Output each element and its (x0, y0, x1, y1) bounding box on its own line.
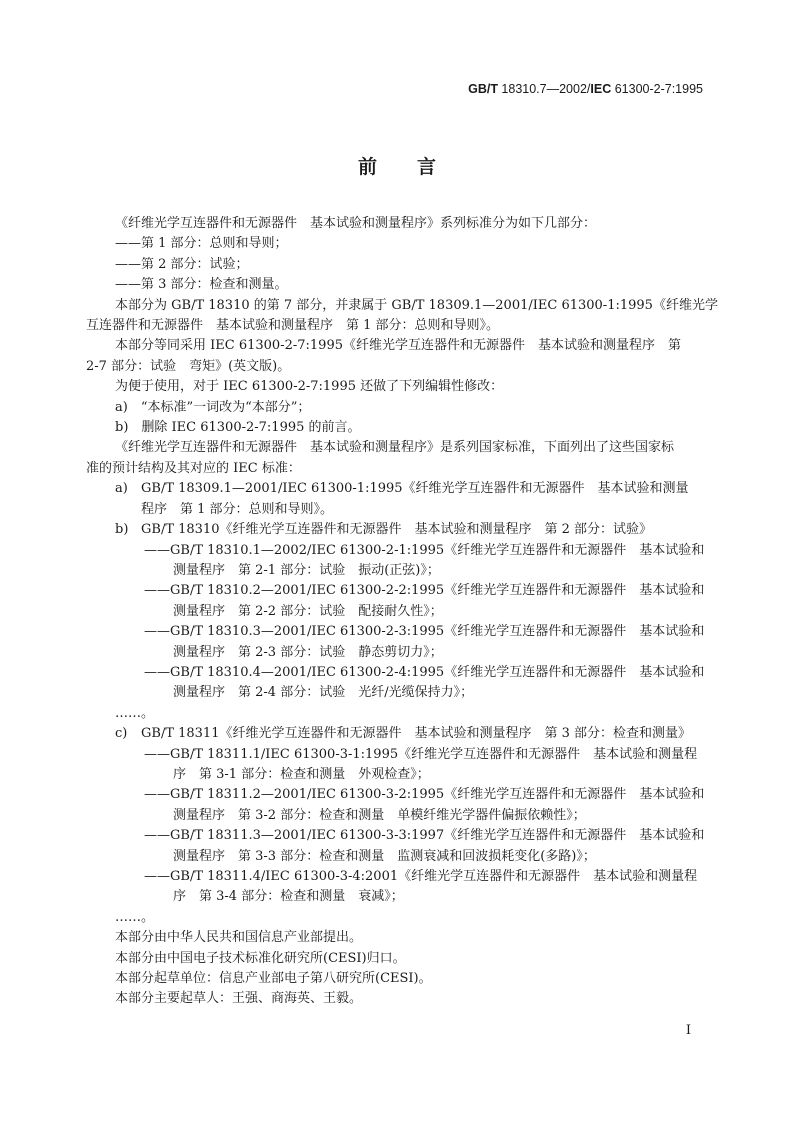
list-item (115, 479, 707, 499)
list-label: c) (115, 726, 128, 742)
paragraph: 本部分为 GB/T 18310 的第 7 部分，并隶属于 GB/T 18309.1—2001/IEC 61300-1:1995《纤维光学 (115, 297, 718, 313)
sub-list-item-continuation: 测量程序 第 3-3 部分：检查和测量 监测衰减和回波损耗变化(多路)》； (173, 848, 596, 864)
paragraph: 本部分主要起草人：王强、商海英、王毅。 (115, 991, 363, 1007)
paragraph: 本部分由中华人民共和国信息产业部提出。 (115, 930, 363, 946)
list-item (115, 520, 707, 540)
sub-list-item-continuation: 测量程序 第 3-2 部分：检查和测量 单模纤维光学器件偏振依赖性》； (173, 807, 586, 823)
paragraph: 《纤维光学互连器件和无源器件 基本试验和测量程序》系列标准分为如下几部分： (115, 216, 597, 231)
page-number: I (685, 1023, 691, 1038)
list-item: a) “本标准”一词改为“本部分”； (115, 399, 311, 415)
list-item: ——第 1 部分：总则和导则； (115, 236, 288, 252)
paragraph: 《纤维光学互连器件和无源器件 基本试验和测量程序》是系列国家标准，下面列出了这些国家标 (115, 440, 675, 456)
list-item (115, 724, 707, 744)
list-label: a) (115, 481, 128, 497)
sub-list-item: ——GB/T 18311.4/IEC 61300-3-4:2001《纤维光学互连器件和无源器件 基本试验和测量程 (144, 869, 698, 884)
paragraph: 本部分等同采用 IEC 61300-2-7:1995《纤维光学互连器件和无源器件 基本试验和测量程序 第 (115, 338, 681, 354)
sub-list-item: ——GB/T 18310.3—2001/IEC 61300-2-3:1995《纤维光学互连器件和无源器件 基本试验和 (144, 624, 705, 640)
list-item: ——第 2 部分：试验； (115, 256, 249, 272)
list-item-text: GB/T 18311《纤维光学互连器件和无源器件 基本试验和测量程序 第 3 部分：检查和测量》 (141, 726, 692, 742)
sub-list-item-continuation: 测量程序 第 2-4 部分：试验 光纤/光缆保持力》； (173, 685, 474, 701)
ellipsis: ……。 (115, 909, 155, 925)
sub-list-item: ——GB/T 18310.1—2002/IEC 61300-2-1:1995《纤维光学互连器件和无源器件 基本试验和 (144, 542, 705, 558)
header-iec-number: 61300-2-7:1995 (611, 82, 703, 96)
sub-list-item: ——GB/T 18310.4—2001/IEC 61300-2-4:1995《纤维光学互连器件和无源器件 基本试验和 (144, 664, 705, 680)
list-item-text: GB/T 18310《纤维光学互连器件和无源器件 基本试验和测量程序 第 2 部分：试验》 (141, 522, 653, 538)
list-item: b) 删除 IEC 61300-2-7:1995 的前言。 (115, 420, 361, 436)
list-label: b) (115, 522, 129, 538)
list-item: ——第 3 部分：检查和测量。 (115, 277, 288, 293)
header-iec-prefix: IEC (590, 82, 612, 96)
sub-list-item: ——GB/T 18310.2—2001/IEC 61300-2-2:1995《纤维光学互连器件和无源器件 基本试验和 (144, 583, 705, 599)
paragraph: 本部分起草单位：信息产业部电子第八研究所(CESI)。 (115, 971, 432, 987)
ellipsis: ……。 (115, 705, 155, 721)
sub-list-item: ——GB/T 18311.1/IEC 61300-3-1:1995《纤维光学互连器件和无源器件 基本试验和测量程 (144, 746, 698, 762)
foreword-body (86, 214, 718, 1010)
sub-list-item-continuation: 测量程序 第 2-2 部分：试验 配接耐久性》； (173, 603, 443, 619)
list-item-text: GB/T 18309.1—2001/IEC 61300-1:1995《纤维光学互连器件和无源器件 基本试验和测量 (141, 481, 689, 497)
paragraph-continuation: 互连器件和无源器件 基本试验和测量程序 第 1 部分：总则和导则》。 (86, 318, 500, 334)
sub-list-item-continuation: 序 第 3-4 部分：检查和测量 衰减》； (173, 889, 404, 905)
standard-code-header (468, 82, 703, 96)
paragraph: 为便于使用，对于 IEC 61300-2-7:1995 还做了下列编辑性修改： (115, 379, 504, 395)
sub-list-item-continuation: 测量程序 第 2-3 部分：试验 静态剪切力》； (173, 644, 443, 660)
sub-list-item-continuation: 测量程序 第 2-1 部分：试验 振动(正弦)》； (173, 562, 440, 578)
sub-list-item-continuation: 序 第 3-1 部分：检查和测量 外观检查》； (173, 766, 430, 782)
page-title: 前言 (357, 156, 476, 178)
paragraph: 本部分由中国电子技术标准化研究所(CESI)归口。 (115, 950, 406, 966)
header-code-number: 18310.7—2002/ (497, 82, 591, 96)
paragraph-continuation: 2-7 部分：试验 弯矩》(英文版)。 (86, 358, 291, 374)
list-item-continuation: 程序 第 1 部分：总则和导则》。 (141, 501, 334, 517)
header-code-prefix: GB/T (468, 82, 498, 96)
paragraph-continuation: 准的预计结构及其对应的 IEC 标准： (86, 460, 301, 476)
sub-list-item: ——GB/T 18311.3—2001/IEC 61300-3-3:1997《纤维光学互连器件和无源器件 基本试验和 (144, 828, 705, 844)
sub-list-item: ——GB/T 18311.2—2001/IEC 61300-3-2:1995《纤维光学互连器件和无源器件 基本试验和 (144, 787, 705, 803)
